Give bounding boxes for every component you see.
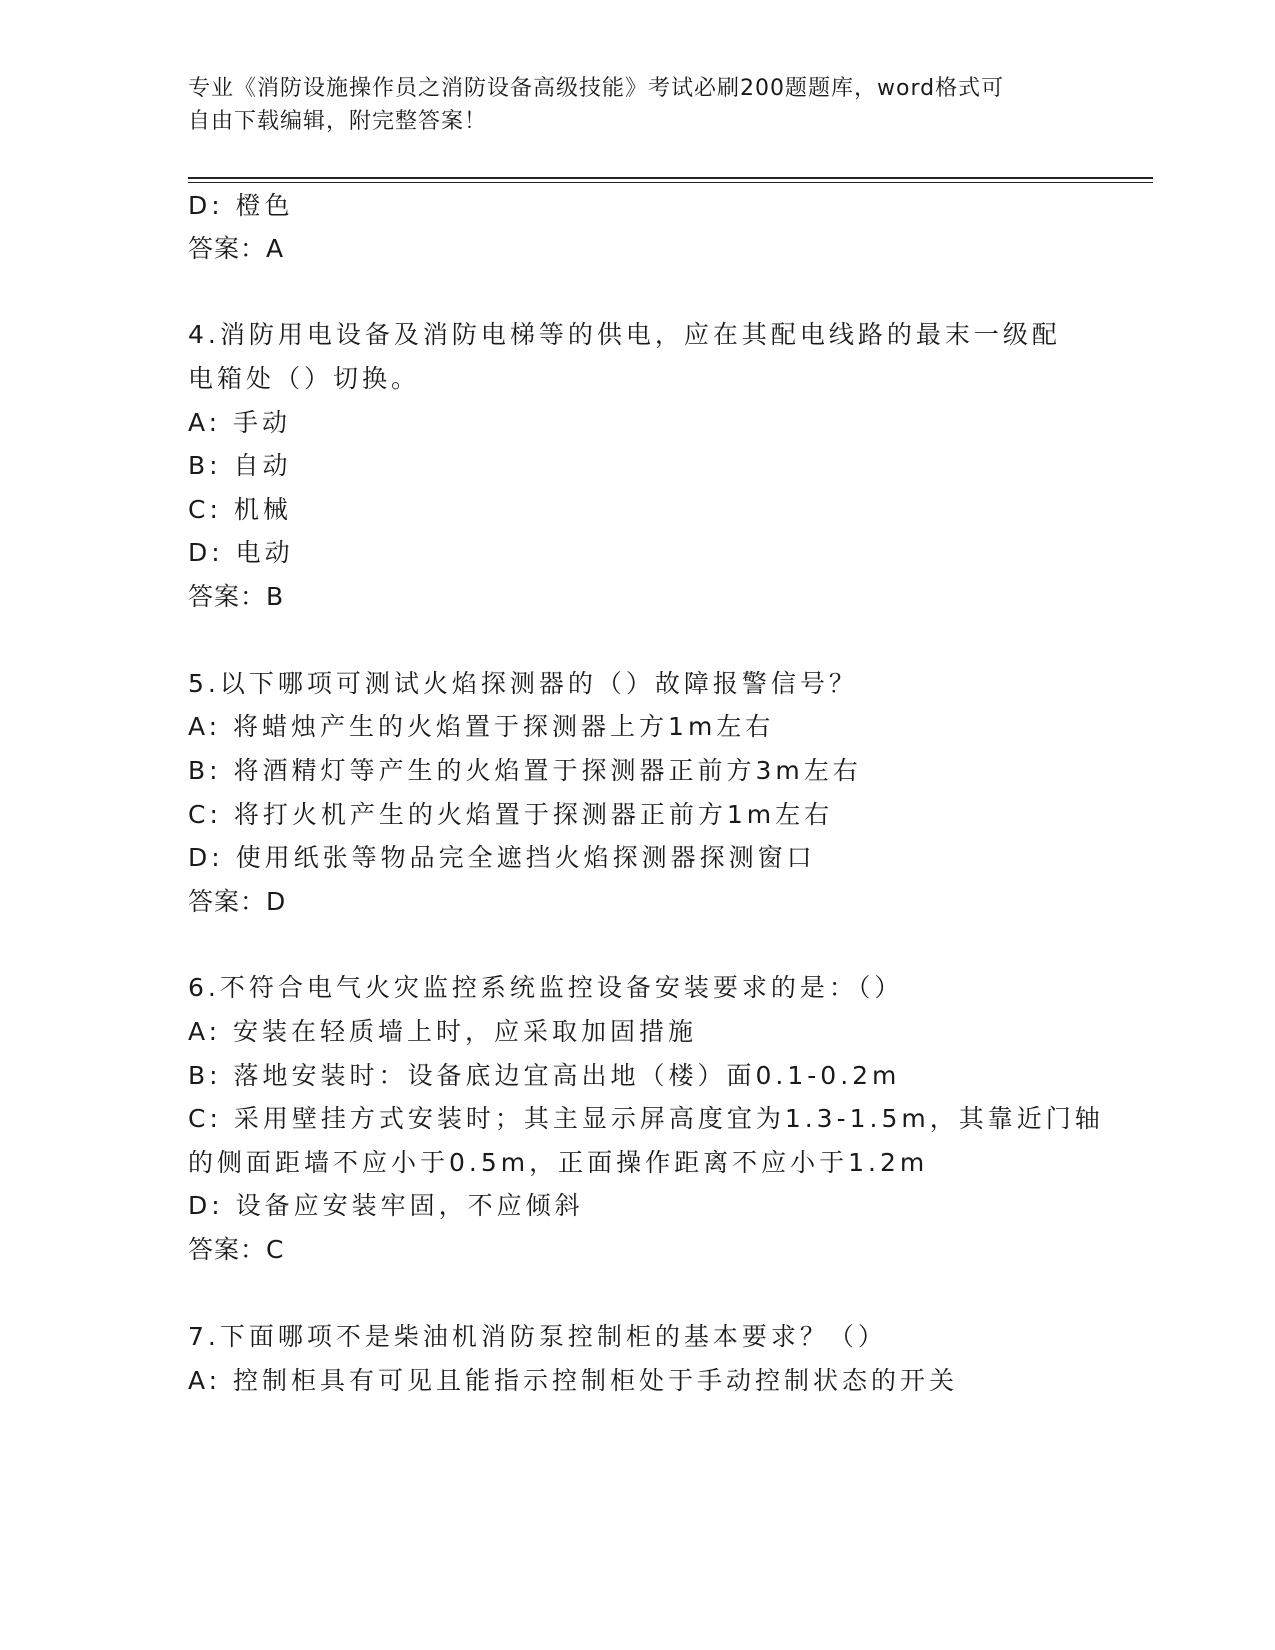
header-divider-thin	[188, 182, 1153, 183]
q4-option-d: D: 电动	[188, 538, 294, 567]
q4-option-b: B: 自动	[188, 451, 292, 480]
q6-option-d: D: 设备应安装牢固，不应倾斜	[188, 1191, 584, 1220]
q6-option-c-line-2: 的侧面距墙不应小于0.5m，正面操作距离不应小于1.2m	[188, 1148, 929, 1177]
q5-option-b: B: 将酒精灯等产生的火焰置于探测器正前方3m左右	[188, 756, 862, 785]
document-header	[188, 72, 1068, 138]
q7-option-a: A: 控制柜具有可见且能指示控制柜处于手动控制状态的开关	[188, 1366, 959, 1395]
q4-stem-line-2: 电箱处（）切换。	[188, 364, 421, 393]
header-divider	[188, 177, 1153, 179]
q6-option-c-line-1: C: 采用壁挂方式安装时；其主显示屏高度宜为1.3-1.5m，其靠近门轴	[188, 1104, 1104, 1133]
q7-stem-line-1: 7.下面哪项不是柴油机消防泵控制柜的基本要求？（）	[188, 1322, 887, 1351]
q4-stem-line-1: 4.消防用电设备及消防电梯等的供电，应在其配电线路的最末一级配	[188, 320, 1061, 349]
q5-answer: 答案：D	[188, 887, 287, 916]
q4-answer: 答案：B	[188, 582, 285, 611]
q5-stem-line-1: 5.以下哪项可测试火焰探测器的（）故障报警信号？	[188, 669, 858, 698]
q5-option-c: C: 将打火机产生的火焰置于探测器正前方1m左右	[188, 800, 834, 829]
q5-option-d: D: 使用纸张等物品完全遮挡火焰探测器探测窗口	[188, 843, 816, 872]
q4-option-c: C: 机械	[188, 495, 292, 524]
q5-option-a: A: 将蜡烛产生的火焰置于探测器上方1m左右	[188, 712, 775, 741]
prev-answer: 答案：A	[188, 234, 285, 263]
q4-option-a: A: 手动	[188, 408, 292, 437]
q6-option-a: A: 安装在轻质墙上时，应采取加固措施	[188, 1017, 698, 1046]
q6-answer: 答案：C	[188, 1235, 285, 1264]
prev-option-d: D: 橙色	[188, 191, 294, 220]
q6-option-b: B: 落地安装时：设备底边宜高出地（楼）面0.1-0.2m	[188, 1061, 901, 1090]
header-line-2: 自由下载编辑，附完整答案！	[188, 109, 488, 134]
q6-stem-line-1: 6.不符合电气火灾监控系统监控设备安装要求的是：（）	[188, 973, 904, 1002]
header-line-1: 专业《消防设施操作员之消防设备高级技能》考试必刷200题题库，word格式可	[188, 76, 1005, 101]
